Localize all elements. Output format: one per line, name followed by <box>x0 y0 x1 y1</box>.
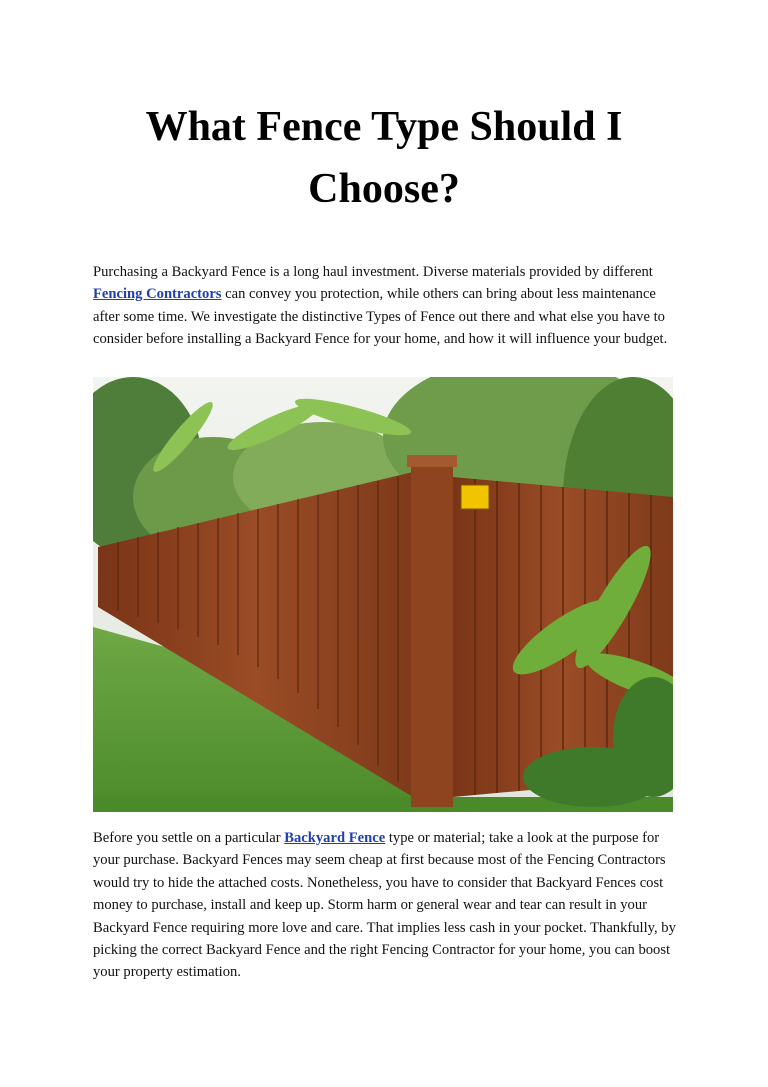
purpose-text-start: Before you settle on a particular <box>93 830 285 846</box>
fencing-contractors-link[interactable]: Fencing Contractors <box>93 286 222 303</box>
intro-text-start: Purchasing a Backyard Fence is a long haul investment. Diverse materials provided by different <box>93 264 653 280</box>
purpose-text-end: type or material; take a look at the purpose for your purchase. Backyard Fences may seem cheap at first because most of the Fencing Contractors would try to hide the attached costs. Nonetheless, you have to consider that Backyard Fences cost money to purchase, install and keep up. Storm harm or general wear and tear can result in your Backyard Fence requiring more love and care. That implies less cash in your pocket. Thankfully, by picking the correct Backyard Fence and the right Fencing Contractor for your home, you can boost your property estimation. <box>93 830 676 981</box>
intro-text-end: can convey you protection, while others can bring about less maintenance after some time. We investigate the distinctive Types of Fence out there and what else you have to consider before installing a Backyard Fence for your home, and how it will influence your budget. <box>93 286 668 348</box>
intro-paragraph <box>93 261 678 351</box>
backyard-fence-link[interactable]: Backyard Fence <box>284 830 386 846</box>
fence-photo <box>93 377 673 812</box>
page-title: What Fence Type Should I Choose? <box>145 104 623 212</box>
purpose-paragraph <box>93 827 678 984</box>
